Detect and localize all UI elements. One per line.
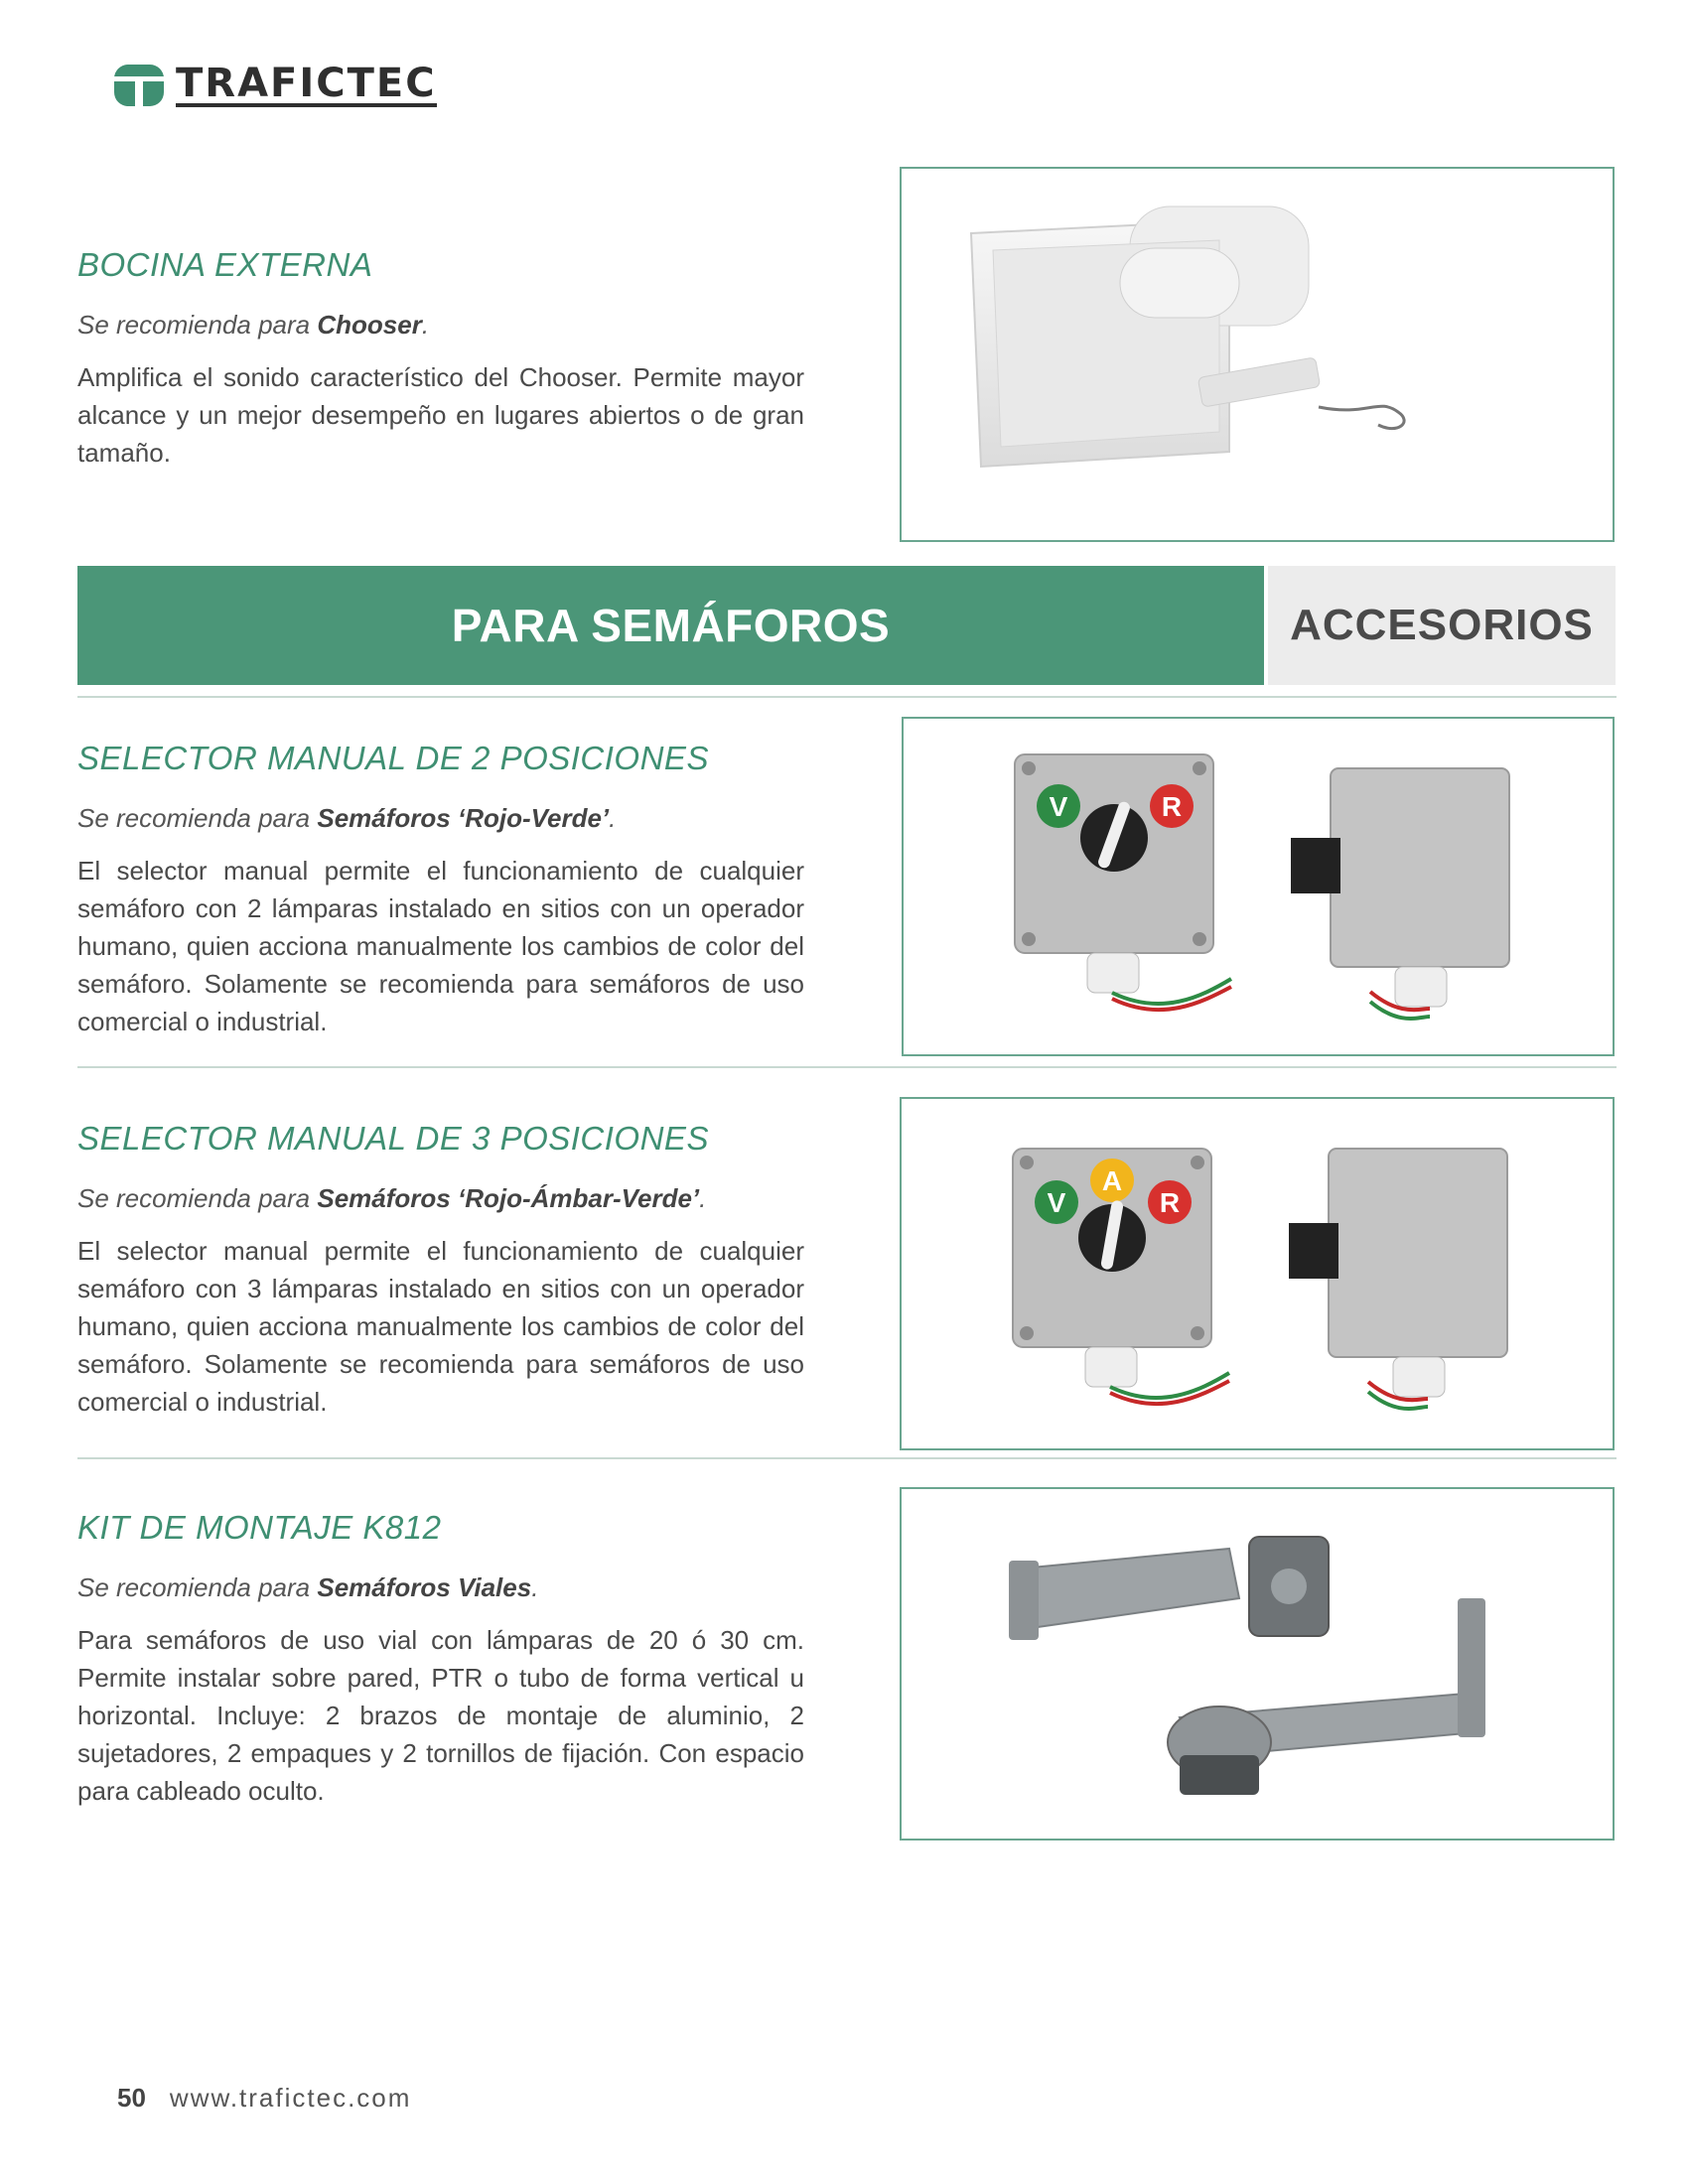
selector-3-image	[900, 1097, 1615, 1450]
category-tag-label: ACCESORIOS	[1290, 601, 1594, 649]
recom-target: Semáforos ‘Rojo-Ámbar-Verde’	[317, 1183, 700, 1213]
trafictec-logo-icon	[114, 61, 164, 110]
selector-label: R	[1161, 791, 1183, 822]
page-number: 50	[117, 2083, 146, 2113]
section-selector-3	[77, 1120, 804, 1421]
page-footer	[117, 2083, 411, 2114]
selector-label: V	[1049, 791, 1068, 822]
recommendation	[77, 1183, 804, 1214]
section-title: SELECTOR MANUAL DE 3 POSICIONES	[77, 1120, 709, 1157]
bocina-image	[900, 167, 1615, 542]
category-banner	[77, 566, 1264, 685]
divider	[77, 1066, 1617, 1068]
divider	[77, 696, 1617, 698]
recommendation	[77, 310, 804, 341]
selector-label: R	[1159, 1187, 1181, 1218]
recom-prefix: Se recomienda para	[77, 310, 318, 340]
recommendation	[77, 803, 804, 834]
recom-prefix: Se recomienda para	[77, 803, 318, 833]
category-tag	[1268, 566, 1616, 685]
recom-prefix: Se recomienda para	[77, 1183, 318, 1213]
recom-suffix: .	[421, 310, 430, 340]
selector-label: V	[1047, 1187, 1066, 1218]
recommendation	[77, 1572, 804, 1603]
section-title: KIT DE MONTAJE K812	[77, 1509, 442, 1546]
section-bocina	[77, 246, 804, 472]
description: El selector manual permite el funcionamiento de cualquier semáforo con 3 lámparas instalado en sitios con un operador humano, quien acciona manualmente los cambios de color del semáforo. Solamente se recomienda para semáforos de uso comercial o industrial.	[77, 1236, 804, 1417]
selector-2-image	[902, 717, 1615, 1056]
selector-label: A	[1101, 1165, 1123, 1196]
recom-suffix: .	[699, 1183, 707, 1213]
recom-target: Chooser	[317, 310, 422, 340]
mounting-arm-illustration	[902, 1489, 1613, 1839]
website-link[interactable]: www.trafictec.com	[169, 2083, 412, 2113]
selector-box-illustration	[904, 719, 1613, 1054]
recom-target: Semáforos Viales	[317, 1572, 532, 1602]
brand-logo	[114, 58, 437, 113]
divider	[77, 1457, 1617, 1459]
section-kit-montaje	[77, 1509, 804, 1810]
section-selector-2	[77, 740, 804, 1040]
selector-box-illustration	[902, 1099, 1613, 1448]
brand-name: TRAFICTEC	[176, 61, 437, 106]
description: El selector manual permite el funcionamiento de cualquier semáforo con 2 lámparas instalado en sitios con un operador humano, quien acciona manualmente los cambios de color del semáforo. Solamente se recomienda para semáforos de uso comercial o industrial.	[77, 856, 804, 1036]
description: Amplifica el sonido característico del Chooser. Permite mayor alcance y un mejor desempeño en lugares abiertos o de gran tamaño.	[77, 362, 804, 468]
recom-suffix: .	[531, 1572, 539, 1602]
horn-speaker-illustration	[902, 169, 1613, 540]
section-title: BOCINA EXTERNA	[77, 246, 373, 283]
description: Para semáforos de uso vial con lámparas de 20 ó 30 cm. Permite instalar sobre pared, PTR o tubo de forma vertical u horizontal. Incluye: 2 brazos de montaje de aluminio, 2 sujetadores, 2 empaques y 2 tornillos de fijación. Con espacio para cableado oculto.	[77, 1625, 804, 1806]
section-title: SELECTOR MANUAL DE 2 POSICIONES	[77, 740, 709, 776]
recom-target: Semáforos ‘Rojo-Verde’	[317, 803, 610, 833]
banner-title: PARA SEMÁFOROS	[451, 600, 891, 651]
kit-image	[900, 1487, 1615, 1841]
recom-prefix: Se recomienda para	[77, 1572, 318, 1602]
recom-suffix: .	[609, 803, 617, 833]
